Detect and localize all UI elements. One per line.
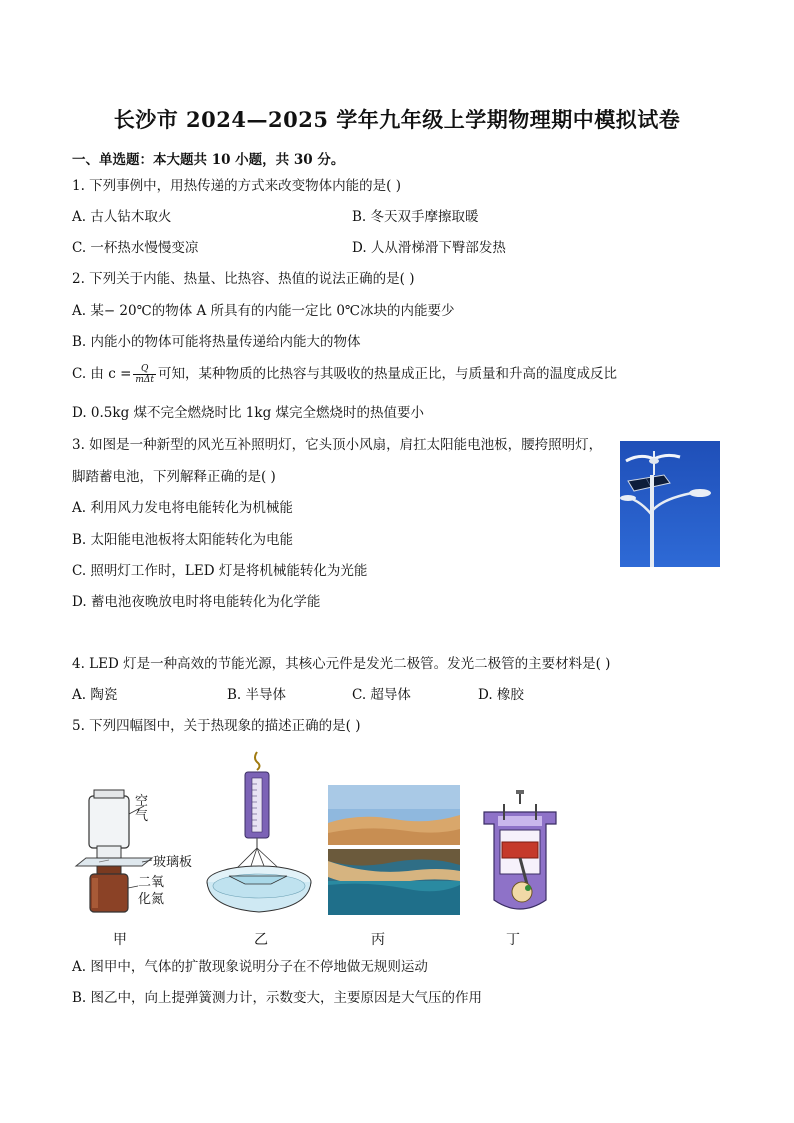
fraction-denominator: mΔt: [135, 375, 155, 385]
page-title: 长沙市 2024—2025 学年九年级上学期物理期中模拟试卷: [113, 107, 681, 132]
q5-stem: 5. 下列四幅图中，关于热现象的描述正确的是( ): [72, 718, 361, 734]
figure-label-ding: 丁: [506, 932, 520, 948]
q3-option-a: A. 利用风力发电将电能转化为机械能: [72, 500, 293, 516]
q1-option-c: C. 一杯热水慢慢变凉: [72, 240, 199, 256]
q3-option-b: B. 太阳能电池板将太阳能转化为电能: [72, 532, 294, 548]
figure-label-yi: 乙: [254, 932, 268, 948]
figure-ding-engine-cylinder: [476, 790, 564, 920]
q3-option-c: C. 照明灯工作时，LED 灯是将机械能转化为光能: [72, 563, 368, 579]
section-heading: 一、单选题：本大题共 10 小题，共 30 分。: [72, 152, 345, 168]
formula-fraction: [133, 364, 156, 385]
q4-option-d: D. 橡胶: [478, 687, 524, 703]
label-air: [135, 794, 148, 824]
q3-stem-line1: 3. 如图是一种新型的风光互补照明灯，它头顶小风扇，肩扛太阳能电池板，腰挎照明灯，: [72, 437, 603, 453]
wind-solar-lamp-image: [620, 441, 720, 567]
q1-option-a: A. 古人钻木取火: [72, 209, 172, 225]
q4-stem: 4. LED 灯是一种高效的节能光源，其核心元件是发光二极管。发光二极管的主要材料是( ): [72, 656, 611, 672]
q2-option-d: D. 0.5kg 煤不完全燃烧时比 1kg 煤完全燃烧时的热值要小: [72, 405, 425, 421]
q1-stem: 1. 下列事例中，用热传递的方式来改变物体内能的是( ): [72, 178, 401, 194]
q2-option-a: A. 某− 20℃的物体 A 所具有的内能一定比 0℃冰块的内能要少: [72, 303, 455, 319]
figure-label-jia: 甲: [113, 932, 127, 948]
q2-c-prefix: C. 由 c =: [72, 366, 132, 382]
figure-yi-spring-scale: [205, 748, 315, 920]
q1-option-b: B. 冬天双手摩擦取暖: [352, 209, 479, 225]
q4-option-c: C. 超导体: [352, 687, 411, 703]
figure-label-bing: 丙: [371, 932, 385, 948]
label-no2: 二氧 化氮: [138, 875, 165, 907]
q2-option-b: B. 内能小的物体可能将热量传递给内能大的物体: [72, 334, 361, 350]
q4-option-a: A. 陶瓷: [72, 687, 118, 703]
label-air-text: 空气: [135, 794, 149, 824]
q1-option-d: D. 人从滑梯滑下臀部发热: [352, 240, 506, 256]
figure-bing-desert-and-beach: [328, 785, 460, 915]
q2-option-c: [72, 364, 617, 385]
q2-stem: 2. 下列关于内能、热量、比热容、热值的说法正确的是( ): [72, 271, 415, 287]
q5-option-a: A. 图甲中，气体的扩散现象说明分子在不停地做无规则运动: [72, 959, 428, 975]
q3-stem-line2: 脚踏蓄电池，下列解释正确的是( ): [72, 469, 276, 485]
q5-option-b: B. 图乙中，向上提弹簧测力计，示数变大，主要原因是大气压的作用: [72, 990, 483, 1006]
q4-option-b: B. 半导体: [227, 687, 287, 703]
q2-c-suffix: 可知，某种物质的比热容与其吸收的热量成正比，与质量和升高的温度成反比: [158, 366, 618, 382]
q3-option-d: D. 蓄电池夜晚放电时将电能转化为化学能: [72, 594, 321, 610]
fraction-numerator: Q: [133, 364, 156, 375]
label-glass-plate: 玻璃板: [153, 855, 193, 870]
